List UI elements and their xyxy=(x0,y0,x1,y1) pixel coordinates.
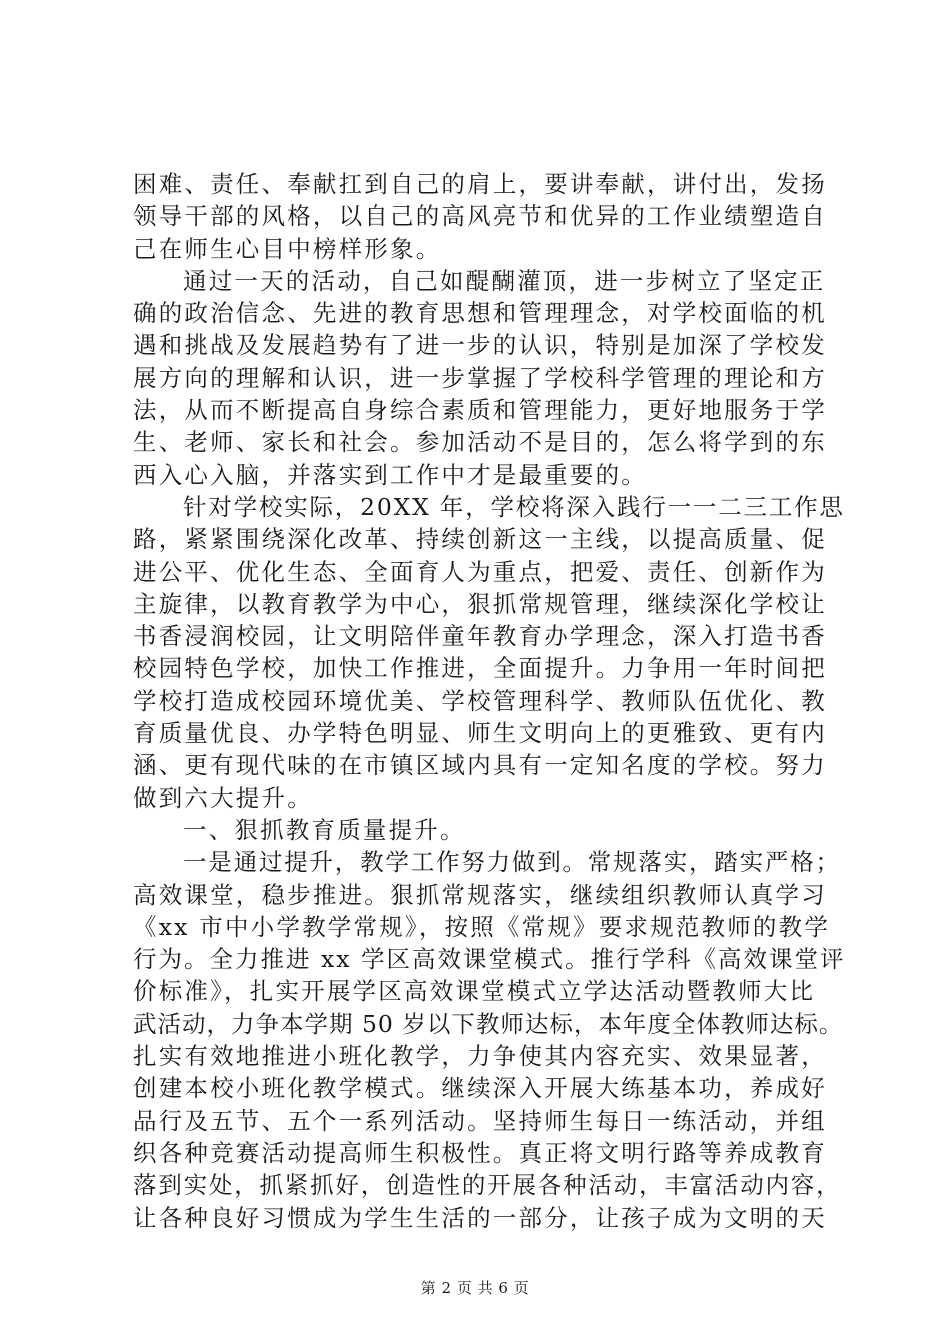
text-line: 主旋律，以教育教学为中心，狠抓常规管理，继续深化学校让 xyxy=(133,589,827,618)
text-line: 进公平、优化生态、全面育人为重点，把爱、责任、创新作为 xyxy=(133,557,827,586)
text-line: 《xx 市中小学教学常规》，按照《常规》要求规范教师的教学 xyxy=(133,912,831,941)
text-line: 确的政治信念、先进的教育思想和管理理念，对学校面临的机 xyxy=(133,299,827,328)
text-line: 武活动，力争本学期 50 岁以下教师达标，本年度全体教师达标。 xyxy=(133,1009,844,1038)
text-line: 学校打造成校园环境优美、学校管理科学、教师队伍优化、教 xyxy=(133,686,827,715)
text-line: 一是通过提升，教学工作努力做到。常规落实，踏实严格； xyxy=(183,848,841,877)
text-line: 行为。全力推进 xx 学区高效课堂模式。推行学科《高效课堂评 xyxy=(133,945,846,974)
text-line: 落到实处，抓紧抓好，创造性的开展各种活动，丰富活动内容， xyxy=(133,1171,842,1200)
page-number-footer: 第 2 页 共 6 页 xyxy=(420,1279,530,1297)
text-line: 书香浸润校园，让文明陪伴童年教育办学理念，深入打造书香 xyxy=(133,622,827,651)
text-line: 通过一天的活动，自己如醍醐灌顶，进一步树立了坚定正 xyxy=(183,266,826,295)
text-line: 展方向的理解和认识，进一步掌握了学校科学管理的理论和方 xyxy=(133,363,827,392)
text-line: 价标准》，扎实开展学区高效课堂模式立学达活动暨教师大比 xyxy=(133,977,816,1006)
text-line: 织各种竞赛活动提高师生积极性。真正将文明行路等养成教育 xyxy=(133,1138,827,1167)
text-line: 困难、责任、奉献扛到自己的肩上，要讲奉献，讲付出，发扬 xyxy=(133,170,827,198)
text-line: 涵、更有现代味的在市镇区域内具有一定知名度的学校。努力 xyxy=(133,751,827,780)
text-line: 让各种良好习惯成为学生生活的一部分，让孩子成为文明的天 xyxy=(133,1203,827,1232)
text-line: 西入心入脑，并落实到工作中才是最重要的。 xyxy=(133,460,647,489)
text-line: 育质量优良、办学特色明显、师生文明向上的更雅致、更有内 xyxy=(133,719,827,748)
text-line: 领导干部的风格，以自己的高风亮节和优异的工作业绩塑造自 xyxy=(133,202,827,231)
text-line: 生、老师、家长和社会。参加活动不是目的，怎么将学到的东 xyxy=(133,428,827,457)
text-line: 创建本校小班化教学模式。继续深入开展大练基本功，养成好 xyxy=(133,1074,827,1103)
text-line: 针对学校实际，20XX 年，学校将深入践行一一二三工作思 xyxy=(183,492,845,521)
text-line: 己在师生心目中榜样形象。 xyxy=(133,234,442,263)
text-line: 路，紧紧围绕深化改革、持续创新这一主线，以提高质量、促 xyxy=(133,525,827,554)
text-line: 校园特色学校，加快工作推进，全面提升。力争用一年时间把 xyxy=(133,654,827,683)
document-body xyxy=(133,168,846,1234)
text-line: 一、狠抓教育质量提升。 xyxy=(183,815,466,844)
text-line: 品行及五节、五个一系列活动。坚持师生每日一练活动，并组 xyxy=(133,1106,827,1135)
text-line: 高效课堂，稳步推进。狠抓常规落实，继续组织教师认真学习 xyxy=(133,880,827,909)
text-line: 法，从而不断提高自身综合素质和管理能力，更好地服务于学 xyxy=(133,396,827,425)
text-line: 扎实有效地推进小班化教学，力争使其内容充实、效果显著， xyxy=(133,1042,827,1071)
text-line: 做到六大提升。 xyxy=(133,783,313,812)
text-line: 遇和挑战及发展趋势有了进一步的认识，特别是加深了学校发 xyxy=(133,331,827,360)
